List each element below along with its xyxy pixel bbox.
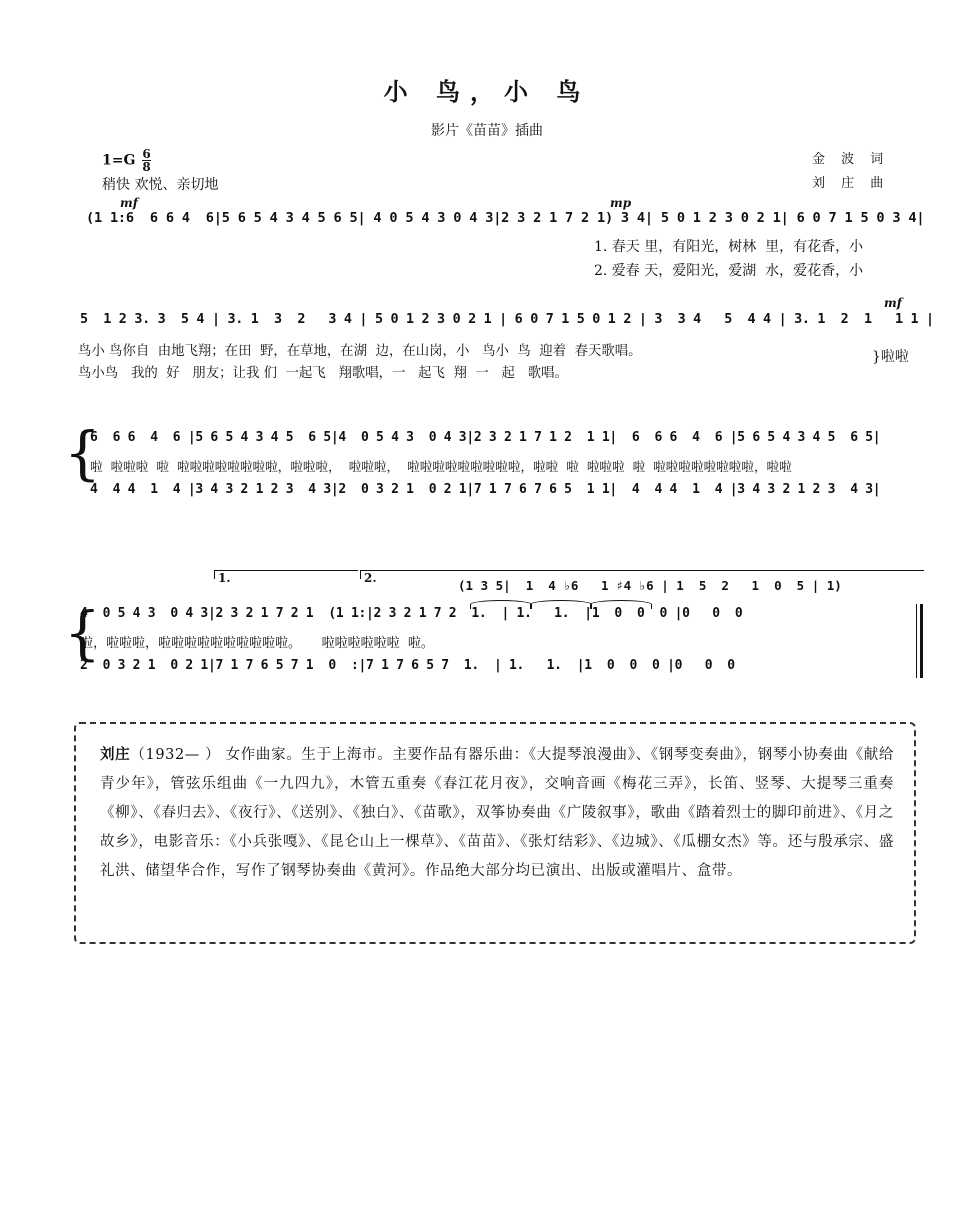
bio-name: 刘庄 bbox=[100, 746, 131, 763]
song-title: 小 鸟，小 鸟 bbox=[383, 77, 591, 106]
ending-figure-top: (1 3 5| 1 4 ♭6 1 ♯4 ♭6 | 1 5 2 1 0 5 | 1) bbox=[458, 578, 842, 593]
final-barline-thick bbox=[920, 604, 923, 678]
key-label: 1=G bbox=[102, 152, 136, 169]
score-line-1: (1 1:6 6 6 4 6|5 6 5 4 3 4 5 6 5| 4 0 5 4 3 0 4 3|2 3 2 1 7 2 1) 3 4| 5 0 1 2 3 0 2 1| 6 0 7 1 5 0 3 4| bbox=[86, 210, 925, 226]
score-line-4-upper: 4 0 5 4 3 0 4 3|2 3 2 1 7 2 1 (1 1:|2 3 2 1 7 2 1. | 1. 1. |1 0 0 0 |0 0 0 bbox=[80, 606, 743, 621]
volta-1: 1. bbox=[214, 570, 358, 579]
lyric-line-2-verse-1: 鸟小 鸟你自 由地飞翔；在田 野，在草地，在湖 边，在山岗，小 鸟小 鸟 迎着 春天歌唱。 bbox=[78, 344, 642, 359]
composer-credit: 刘 庄 曲 bbox=[812, 176, 890, 191]
lyric-line-3: 啦 啦啦啦 啦 啦啦啦啦啦啦啦啦，啦啦啦， 啦啦啦， 啦啦啦啦啦啦啦啦啦，啦啦 啦 啦啦啦 啦 啦啦啦啦啦啦啦啦，啦啦 bbox=[90, 459, 792, 474]
score-line-2: 5 1 2 3. 3 5 4 | 3. 1 3 2 3 4 | 5 0 1 2 3 0 2 1 | 6 0 7 1 5 0 1 2 | 3 3 4 5 4 4 | 3. 1 2 1 1 1 | bbox=[80, 312, 934, 327]
dynamic-mf-2: mf bbox=[884, 296, 902, 310]
lyric-line-2-verse-2: 鸟小鸟 我的 好 朋友；让我 们 一起飞 翔歌唱，一 起飞 翔 一 起 歌唱。 bbox=[78, 366, 568, 381]
lyric-side-lala: }啦啦 bbox=[872, 349, 909, 365]
time-signature-bottom: 8 bbox=[142, 160, 151, 174]
score-line-3-upper: 6 6 6 4 6 |5 6 5 4 3 4 5 6 5|4 0 5 4 3 0 4 3|2 3 2 1 7 1 2 1 1| 6 6 6 4 6 |5 6 5 4 3 4 5 6 5| bbox=[90, 430, 881, 445]
lyric-line-1-verse-1: 1. 春天 里，有阳光，树林 里，有花香，小 bbox=[594, 239, 864, 255]
song-subtitle: 影片《苗苗》插曲 bbox=[431, 123, 543, 139]
volta-2: 2. bbox=[360, 570, 924, 579]
composer-bio-box bbox=[74, 722, 916, 944]
lyric-line-4: 啦，啦啦啦，啦啦啦啦啦啦啦啦啦啦。 啦啦啦啦啦啦 啦。 bbox=[80, 636, 434, 651]
bio-text: （1932— ） 女作曲家。生于上海市。主要作品有器乐曲：《大提琴浪漫曲》、《钢琴变奏曲》，钢琴小协奏曲《献给青少年》，管弦乐组曲《一九四九》，木管五重奏《春江花月夜》，交响音画《梅花三弄》，长笛、竖琴、大提琴三重奏《柳》、《春归去》、《夜行》、《送别》、《独白》、《苗歌》，双筝协奏曲《广陵叙事》，歌曲《踏着烈士的脚印前进》、《月之故乡》，电影音乐：《小兵张嘎》、《昆仑山上一棵草》、《苗苗》、《张灯结彩》、《边城》、《瓜棚女杰》等。还与殷承宗、盛礼洪、储望华合作，写作了钢琴协奏曲《黄河》。作品绝大部分均已演出、出版或灌唱片、盒带。 bbox=[100, 747, 894, 879]
final-barline-thin bbox=[916, 604, 917, 678]
system-brace-1: { bbox=[64, 419, 101, 487]
lyric-line-1-verse-2: 2. 爱春 天，爱阳光，爱湖 水，爱花香，小 bbox=[594, 263, 864, 279]
key-signature bbox=[102, 148, 151, 173]
time-signature-top: 6 bbox=[142, 147, 151, 161]
lyricist-credit: 金 波 词 bbox=[812, 152, 890, 167]
dynamic-mf: mf bbox=[120, 196, 138, 210]
time-signature bbox=[142, 148, 150, 173]
tempo-marking: 稍快 欢悦、亲切地 bbox=[102, 177, 219, 193]
score-line-3-lower: 4 4 4 1 4 |3 4 3 2 1 2 3 4 3|2 0 3 2 1 0 2 1|7 1 7 6 7 6 5 1 1| 4 4 4 1 4 |3 4 3 2 1 2 3 4 3| bbox=[90, 482, 881, 497]
score-line-4-lower: 2 0 3 2 1 0 2 1|7 1 7 6 5 7 1 0 :|7 1 7 6 5 7 1. | 1. 1. |1 0 0 0 |0 0 0 bbox=[80, 658, 735, 673]
dynamic-mp: mp bbox=[610, 196, 632, 210]
system-brace-2: { bbox=[64, 599, 101, 667]
